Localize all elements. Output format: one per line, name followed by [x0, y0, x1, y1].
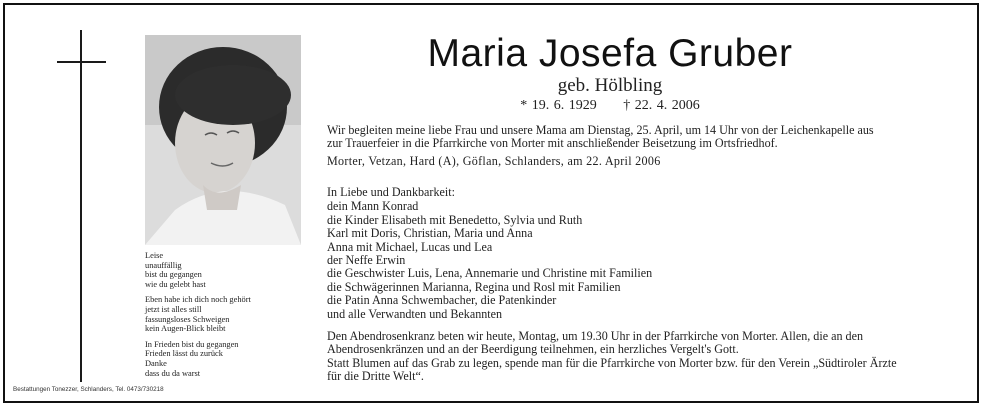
cross-icon [80, 30, 82, 382]
poem-line: kein Augen-Blick bleibt [145, 324, 226, 334]
place-date-line: Morter, Vetzan, Hard (A), Göflan, Schlanders, am 22. April 2006 [327, 154, 661, 168]
poem-line: Leise [145, 251, 164, 260]
funeral-home-credit: Bestattungen Tonezzer, Schlanders, Tel. 0473/730218 [13, 386, 164, 393]
mourner-line: die Kinder Elisabeth mit Benedetto, Sylvia und Ruth [327, 212, 583, 227]
mourner-line: dein Mann Konrad [327, 199, 419, 214]
poem-line: Danke [145, 358, 167, 368]
poem-line: In Frieden bist du gegangen [145, 339, 239, 349]
poem-stanza [145, 295, 295, 333]
flowers-line: Statt Blumen auf das Grab zu legen, spende man für die Pfarrkirche von Morter bzw. für den Verein „Südtiroler Ärzte [327, 356, 897, 370]
poem-line: bist du gegangen [145, 270, 202, 280]
mourner-line: Anna mit Michael, Lucas und Lea [327, 239, 493, 254]
poem-line: jetzt ist alles still [145, 304, 202, 314]
rosary-line: Den Abendrosenkranz beten wir heute, Montag, um 19.30 Uhr in der Pfarrkirche von Morter. Allen, die an den [327, 329, 864, 343]
announcement-line: zur Trauerfeier in die Pfarrkirche von Morter mit anschließender Beisetzung im Ortsfriedhof. [327, 136, 778, 151]
death-date: † 22. 4. 2006 [623, 98, 700, 113]
maiden-name: geb. Hölbling [557, 75, 663, 96]
rosary-text [327, 330, 892, 357]
rosary-line: Abendrosenkränzen und an der Beerdigung teilnehmen, ein herzliches Vergelt's Gott. [327, 342, 739, 357]
announcement-line: Wir begleiten meine liebe Frau und unsere Mama am Dienstag, 25. April, um 14 Uhr von der Leichenkapelle aus [327, 123, 874, 137]
deceased-name: Maria Josefa Gruber [427, 32, 793, 75]
flowers-line: für die Dritte Welt“. [327, 369, 424, 384]
cross-icon-bar [57, 61, 106, 63]
mourner-line: der Neffe Erwin [327, 253, 406, 268]
mourner-line: die Schwägerinnen Marianna, Regina und Rosl mit Familien [327, 279, 621, 294]
mourner-line: In Liebe und Dankbarkeit: [327, 185, 455, 199]
poem-line: unauffällig [145, 260, 182, 270]
mourner-line: und alle Verwandten und Bekannten [327, 306, 503, 321]
flowers-text [327, 356, 897, 384]
mourner-line: die Patin Anna Schwembacher, die Patenkinder [327, 293, 557, 308]
poem-line: Eben habe ich dich noch gehört [145, 295, 251, 305]
mourner-line: die Geschwister Luis, Lena, Annemarie und Christine mit Familien [327, 266, 653, 281]
memorial-poem [145, 251, 295, 384]
birth-date: * 19. 6. 1929 [520, 98, 597, 113]
poem-stanza [145, 340, 295, 378]
poem-line: fassungsloses Schweigen [145, 314, 230, 324]
poem-line: Frieden lässt du zurück [145, 349, 223, 359]
announcement-text [327, 124, 892, 151]
mourners-list [327, 186, 892, 321]
poem-stanza [145, 251, 295, 289]
poem-line: dass du da warst [145, 368, 201, 378]
poem-line: wie du gelebt hast [145, 279, 206, 289]
portrait-photo [145, 35, 301, 245]
place-date [327, 155, 892, 168]
mourner-line: Karl mit Doris, Christian, Maria und Anna [327, 226, 533, 241]
life-dates [330, 98, 890, 114]
